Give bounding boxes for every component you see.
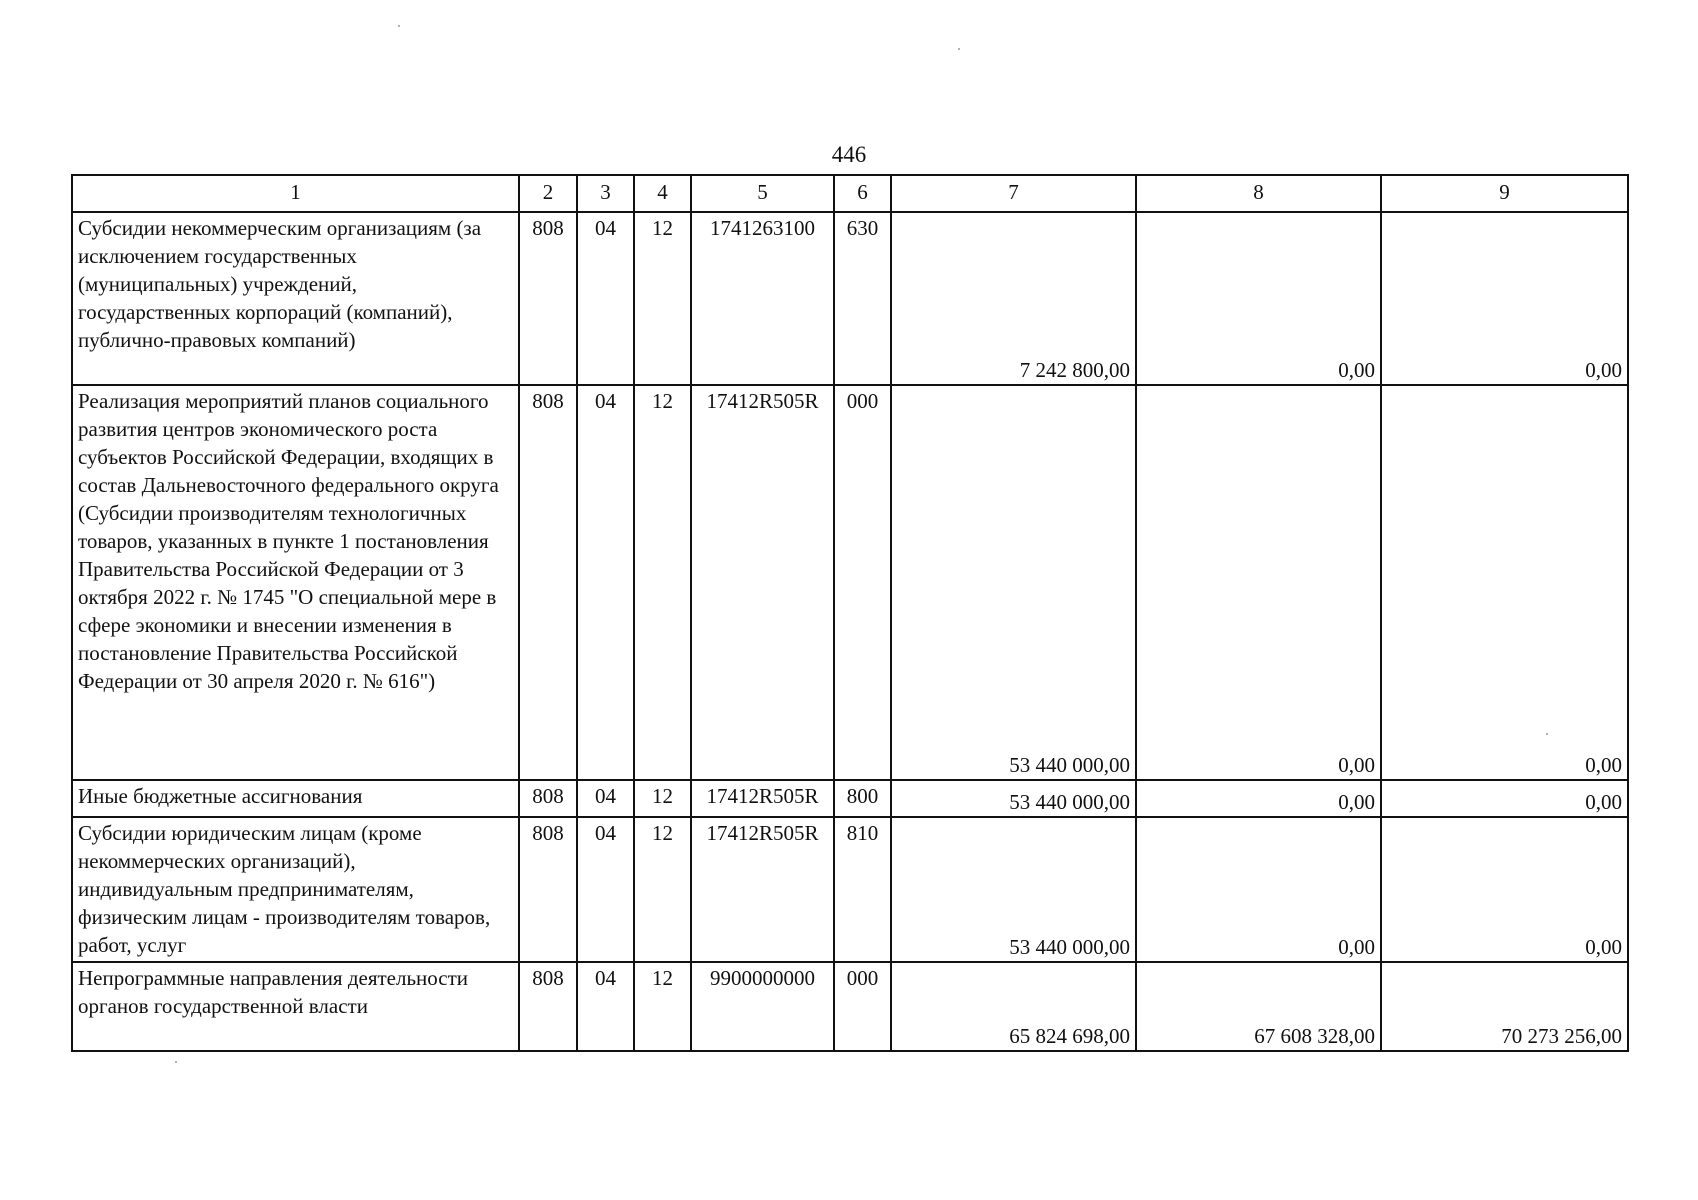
ministry-code-cell: 808 [519,962,577,1051]
amount-cell-col8: 67 608 328,00 [1136,962,1381,1051]
subsection-code-cell: 12 [634,385,691,780]
subsection-code-cell: 12 [634,962,691,1051]
amount-cell-col9: 0,00 [1381,212,1628,385]
amount-cell-col9: 70 273 256,00 [1381,962,1628,1051]
amount-cell-col8: 0,00 [1136,817,1381,962]
table-row [72,780,1628,817]
target-article-cell: 9900000000 [691,962,834,1051]
header-cell: 7 [891,175,1136,212]
item-name-cell: Реализация мероприятий планов социального развития центров экономического роста субъектов Российской Федерации, входящих в состав Дальневосточного федерального округа (Субсидии производителям технологичных товаров, указанных в пункте 1 постановления Правительства Российской Федерации от 3 октября 2022 г. № 1745 "О специальной мере в сфере экономики и внесении изменения в постановление Правительства Российской Федерации от 30 апреля 2020 г. № 616") [72,385,519,780]
ministry-code-cell: 808 [519,212,577,385]
amount-cell-col7: 53 440 000,00 [891,817,1136,962]
amount-cell-col8: 0,00 [1136,212,1381,385]
header-cell: 1 [72,175,519,212]
amount-cell-col7: 53 440 000,00 [891,780,1136,817]
amount-cell-col9: 0,00 [1381,780,1628,817]
header-cell: 3 [577,175,634,212]
header-row [72,175,1628,212]
amount-cell-col9: 0,00 [1381,385,1628,780]
ministry-code-cell: 808 [519,780,577,817]
scan-speck [398,25,400,27]
header-cell: 9 [1381,175,1628,212]
section-code-cell: 04 [577,385,634,780]
target-article-cell: 17412R505R [691,780,834,817]
item-name-cell: Иные бюджетные ассигнования [72,780,519,817]
amount-cell-col7: 65 824 698,00 [891,962,1136,1051]
expense-type-cell: 800 [834,780,891,817]
section-code-cell: 04 [577,212,634,385]
ministry-code-cell: 808 [519,817,577,962]
expense-type-cell: 630 [834,212,891,385]
item-name-cell: Субсидии юридическим лицам (кроме некоммерческих организаций), индивидуальным предпринимателям, физическим лицам - производителям товаров, работ, услуг [72,817,519,962]
expense-type-cell: 000 [834,385,891,780]
table-row [72,385,1628,780]
amount-cell-col7: 53 440 000,00 [891,385,1136,780]
header-cell: 8 [1136,175,1381,212]
header-cell: 2 [519,175,577,212]
amount-cell-col9: 0,00 [1381,817,1628,962]
target-article-cell: 17412R505R [691,385,834,780]
target-article-cell: 17412R505R [691,817,834,962]
item-name-cell: Субсидии некоммерческим организациям (за исключением государственных (муниципальных) учреждений, государственных корпораций (компаний), публично-правовых компаний) [72,212,519,385]
subsection-code-cell: 12 [634,780,691,817]
amount-cell-col8: 0,00 [1136,780,1381,817]
page-number: 446 [831,142,867,167]
section-code-cell: 04 [577,780,634,817]
scan-speck [1546,733,1548,735]
header-cell: 5 [691,175,834,212]
amount-cell-col8: 0,00 [1136,385,1381,780]
table-row [72,817,1628,962]
expense-type-cell: 810 [834,817,891,962]
amount-cell-col7: 7 242 800,00 [891,212,1136,385]
header-cell: 6 [834,175,891,212]
table-row [72,212,1628,385]
scan-speck [175,1061,177,1063]
table-row [72,962,1628,1051]
budget-table [71,174,1629,1052]
section-code-cell: 04 [577,962,634,1051]
item-name-cell: Непрограммные направления деятельности органов государственной власти [72,962,519,1051]
ministry-code-cell: 808 [519,385,577,780]
scan-speck [958,48,960,50]
subsection-code-cell: 12 [634,212,691,385]
header-cell: 4 [634,175,691,212]
target-article-cell: 1741263100 [691,212,834,385]
expense-type-cell: 000 [834,962,891,1051]
subsection-code-cell: 12 [634,817,691,962]
section-code-cell: 04 [577,817,634,962]
